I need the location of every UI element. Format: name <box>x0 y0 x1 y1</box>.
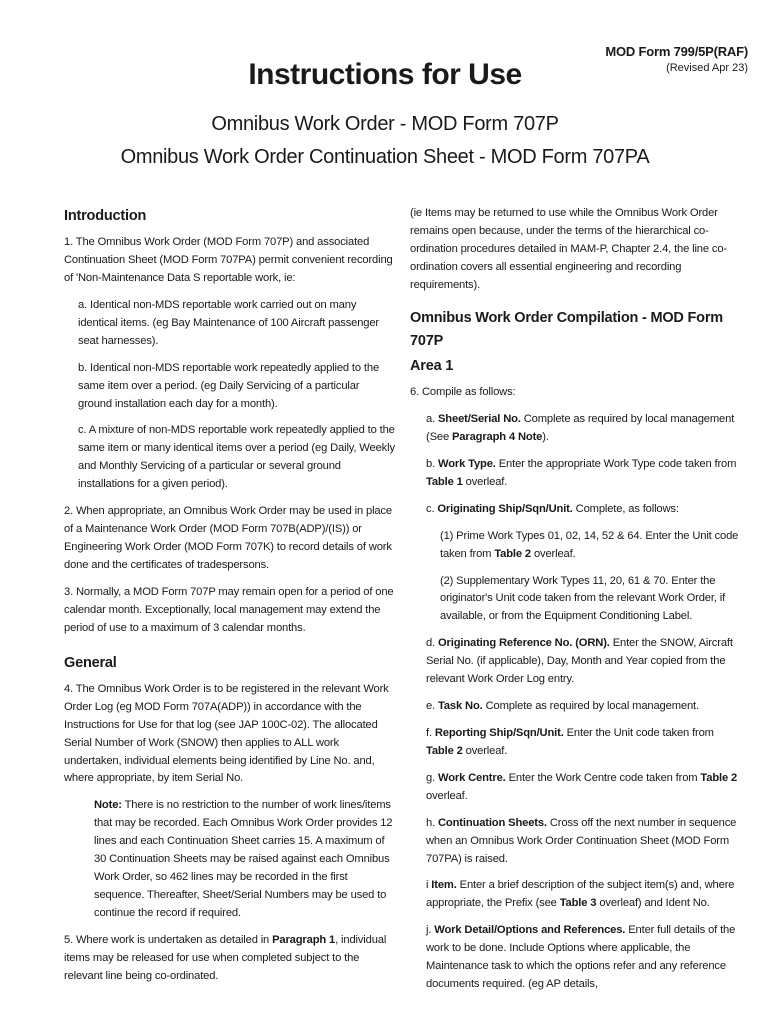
paragraph-2: 2. When appropriate, an Omnibus Work Order may be used in place of a Maintenance Work Order (MOD Form 707B(ADP)/(IS)) or Engineering Work Order (MOD Form 707K) to record details of work done and the certificates of tradespersons. <box>64 505 392 571</box>
note-label: Note: <box>94 799 122 812</box>
item-c1 <box>410 528 740 564</box>
item-j <box>410 922 740 994</box>
h-bold: Continuation Sheets. <box>438 816 547 829</box>
a-end: ). <box>542 431 549 444</box>
f-pre: f. <box>426 727 435 739</box>
compilation-heading: Omnibus Work Order Compilation - MOD Form 707P <box>410 309 723 349</box>
b-pre: b. <box>426 457 438 470</box>
item-f <box>410 725 740 761</box>
e-pre: e. <box>426 700 438 713</box>
p5-post: , individual items may be released for use when completed subject to the relevant line being co-ordinated. <box>64 933 387 982</box>
i-bold2: Table 3 <box>559 897 597 910</box>
area-1-heading: Area 1 <box>410 357 454 374</box>
paragraph-3: 3. Normally, a MOD Form 707P may remain open for a period of one calendar month. Exceptionally, local management may extend the period of use to a maximum of 3 calendar months. <box>64 585 394 634</box>
g-bold2: Table 2 <box>700 771 738 784</box>
i-end: overleaf) and Ident No. <box>596 897 710 910</box>
e-text: Complete as required by local management. <box>482 700 699 713</box>
p5-bold: Paragraph 1 <box>272 933 336 946</box>
paragraph-4-note <box>64 797 396 922</box>
d-pre: d. <box>426 637 438 650</box>
f-end: overleaf. <box>462 744 508 757</box>
i-pre: i <box>426 879 432 892</box>
a-bold: Sheet/Serial No. <box>438 413 521 426</box>
form-number: MOD Form 799/5P(RAF) <box>605 44 748 59</box>
h-pre: h. <box>426 816 438 829</box>
f-text: Enter the Unit code taken from <box>563 727 714 739</box>
f-bold2: Table 2 <box>426 744 463 757</box>
subtitle-form-707p: Omnibus Work Order - MOD Form 707P <box>211 113 559 135</box>
a-text: Complete as required by local management (See <box>426 413 735 444</box>
general-heading: General <box>64 654 117 671</box>
p5-pre: 5. Where work is undertaken as detailed in <box>64 933 273 946</box>
revision-date: (Revised Apr 23) <box>666 62 748 74</box>
paragraph-1b: b. Identical non-MDS reportable work repeatedly applied to the same item over a period. (eg Daily Servicing of a particular ground installation each day for a month). <box>78 361 380 410</box>
note-text: There is no restriction to the number of work lines/items that may be recorded. Each Omnibus Work Order provides 12 lines and each Continuation Sheet carries 15. A maximum of 30 Continuation Sheets may be raised against each Omnibus Work Order, so 462 lines may be recorded in the first sequence. Thereafter, Sheet/Serial Numbers may be used to continue the record if required. <box>94 799 393 919</box>
item-a <box>410 411 740 447</box>
j-bold: Work Detail/Options and References. <box>434 924 626 937</box>
subtitle-form-707pa: Omnibus Work Order Continuation Sheet - MOD Form 707PA <box>120 146 650 168</box>
paragraph-5 <box>64 932 396 986</box>
paragraph-1a: a. Identical non-MDS reportable work carried out on many identical items. (eg Bay Maintenance of 100 Aircraft passenger seat harnesses). <box>78 298 380 347</box>
a-bold2: Paragraph 4 Note <box>452 431 543 444</box>
j-text: Enter full details of the work to be done. Include Options where applicable, the Maintenance task to which the options refer and any reference documents required. (eg AP details, <box>426 924 736 991</box>
item-h <box>410 815 740 869</box>
item-g <box>410 770 740 806</box>
paragraph-1c: c. A mixture of non-MDS reportable work repeatedly applied to the same item or many identical items over a period (eg Daily, Weekly and Monthly Servicing of a particular or several ground installations for a given period). <box>78 424 395 491</box>
g-pre: g. <box>426 771 438 784</box>
b-end: overleaf. <box>462 475 508 488</box>
item-d <box>410 635 740 689</box>
b-bold2: Table 1 <box>426 475 463 488</box>
i-bold: Item. <box>431 879 457 892</box>
c-text: Complete, as follows: <box>572 502 679 515</box>
item-c <box>410 501 740 519</box>
page-title: Instructions for Use <box>248 58 522 91</box>
g-end: overleaf. <box>426 789 468 802</box>
item-e <box>410 698 740 716</box>
i-text: Enter a brief description of the subject item(s) and, where appropriate, the Prefix (see <box>426 879 735 910</box>
b-text: Enter the appropriate Work Type code taken from <box>495 457 737 470</box>
c-bold: Originating Ship/Sqn/Unit. <box>437 502 573 515</box>
c-pre: c. <box>426 502 438 515</box>
h-text: Cross off the next number in sequence when an Omnibus Work Order Continuation Sheet (MOD Form 707PA) is raised. <box>426 816 737 865</box>
paragraph-1: 1. The Omnibus Work Order (MOD Form 707P) and associated Continuation Sheet (MOD Form 707PA) permit convenient recording of 'Non-Maintenance Data S reportable work, ie: <box>64 236 393 285</box>
continuation-text: (ie Items may be returned to use while the Omnibus Work Order remains open because, under the terms of the hierarchical co-ordination procedures detailed in MAM-P, Chapter 2.4, the line co-ordination covers all essential engineering and recording requirements). <box>410 207 727 291</box>
c1-end: overleaf. <box>530 547 576 560</box>
g-bold: Work Centre. <box>438 771 506 784</box>
f-bold: Reporting Ship/Sqn/Unit. <box>434 727 564 739</box>
g-text: Enter the Work Centre code taken from <box>505 771 701 784</box>
d-text: Enter the SNOW, Aircraft Serial No. (if applicable), Day, Month and Year copied from the relevant Work Order Log entry. <box>426 637 733 686</box>
j-pre: j. <box>426 924 435 937</box>
paragraph-4: 4. The Omnibus Work Order is to be registered in the relevant Work Order Log (eg MOD Form 707A(ADP)) in accordance with the Instructions for Use for that log (see JAP 100C-02). The allocated Serial Number of Work (SNOW) then applies to ALL work undertaken, individual elements being identified by Line No. and, where appropriate, by item Serial No. <box>64 682 389 785</box>
c1-text: (1) Prime Work Types 01, 02, 14, 52 & 64. Enter the Unit code taken from <box>440 529 739 560</box>
a-pre: a. <box>426 413 438 426</box>
paragraph-6: 6. Compile as follows: <box>410 386 516 399</box>
right-column <box>410 205 740 1003</box>
introduction-heading: Introduction <box>64 208 147 224</box>
left-column <box>64 205 396 995</box>
item-b <box>410 456 740 492</box>
item-c2: (2) Supplementary Work Types 11, 20, 61 & 70. Enter the originator's Unit code taken from the relevant Work Order, if available, or from the Equipment Conditioning Label. <box>440 574 726 623</box>
e-bold: Task No. <box>438 700 483 713</box>
item-i <box>410 877 740 913</box>
d-bold: Originating Reference No. (ORN). <box>438 637 610 650</box>
c1-bold: Table 2 <box>494 547 531 560</box>
b-bold: Work Type. <box>438 457 496 470</box>
